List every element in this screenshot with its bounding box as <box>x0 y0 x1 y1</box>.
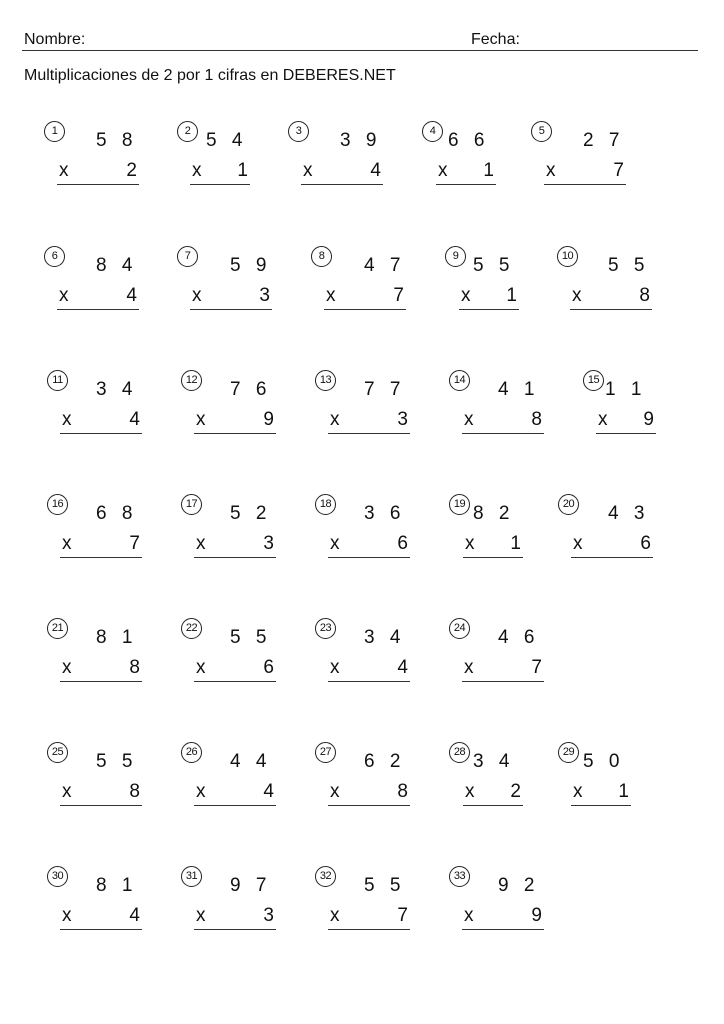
problem-number-badge: 5 <box>531 121 552 142</box>
answer-line <box>463 805 523 806</box>
multiplicand: 4 1 <box>498 379 540 400</box>
multiplicand: 3 6 <box>364 503 406 524</box>
multiplier: 1 <box>510 533 521 554</box>
multiplier-row <box>60 409 142 431</box>
problem-number-badge: 26 <box>181 742 202 763</box>
answer-line <box>328 929 410 930</box>
times-operator: x <box>330 409 340 430</box>
times-operator: x <box>546 160 556 181</box>
problem-number-badge: 11 <box>47 370 68 391</box>
times-operator: x <box>464 657 474 678</box>
answer-line <box>190 309 272 310</box>
answer-line <box>436 184 496 185</box>
problem-number-badge: 8 <box>311 246 332 267</box>
multiplicand: 2 7 <box>583 130 625 151</box>
problem-number-badge: 31 <box>181 866 202 887</box>
multiplier-row <box>462 657 544 679</box>
problem-number-badge: 16 <box>47 494 68 515</box>
problem-number-badge: 1 <box>44 121 65 142</box>
multiplier: 4 <box>126 285 137 306</box>
times-operator: x <box>326 285 336 306</box>
times-operator: x <box>573 533 583 554</box>
answer-line <box>544 184 626 185</box>
times-operator: x <box>62 533 72 554</box>
multiplier: 4 <box>263 781 274 802</box>
times-operator: x <box>59 285 69 306</box>
multiplier: 2 <box>510 781 521 802</box>
multiplier: 1 <box>506 285 517 306</box>
times-operator: x <box>62 657 72 678</box>
multiplier-row <box>194 781 276 803</box>
multiplier: 9 <box>263 409 274 430</box>
times-operator: x <box>598 409 608 430</box>
times-operator: x <box>464 409 474 430</box>
multiplicand: 4 4 <box>230 751 272 772</box>
answer-line <box>60 557 142 558</box>
answer-line <box>462 433 544 434</box>
problem-number-badge: 3 <box>288 121 309 142</box>
multiplier-row <box>194 657 276 679</box>
multiplicand: 4 6 <box>498 627 540 648</box>
answer-line <box>459 309 519 310</box>
multiplier: 4 <box>129 905 140 926</box>
multiplicand: 6 6 <box>448 130 490 151</box>
multiplicand: 3 4 <box>364 627 406 648</box>
answer-line <box>462 929 544 930</box>
multiplier-row <box>60 657 142 679</box>
answer-line <box>328 805 410 806</box>
multiplicand: 5 5 <box>608 255 650 276</box>
multiplicand: 3 4 <box>96 379 138 400</box>
multiplier-row <box>328 533 410 555</box>
multiplier-row <box>328 905 410 927</box>
multiplier-row <box>301 160 383 182</box>
problem-number-badge: 15 <box>583 370 604 391</box>
problem-number-badge: 13 <box>315 370 336 391</box>
multiplicand: 5 0 <box>583 751 625 772</box>
answer-line <box>194 557 276 558</box>
times-operator: x <box>330 657 340 678</box>
answer-line <box>60 805 142 806</box>
times-operator: x <box>573 781 583 802</box>
name-label: Nombre: <box>24 31 86 48</box>
multiplicand: 5 9 <box>230 255 272 276</box>
multiplier-row <box>463 533 523 555</box>
multiplier: 7 <box>613 160 624 181</box>
multiplier-row <box>544 160 626 182</box>
problem-number-badge: 21 <box>47 618 68 639</box>
answer-line <box>190 184 250 185</box>
multiplicand: 8 2 <box>473 503 515 524</box>
times-operator: x <box>465 781 475 802</box>
problem-number-badge: 33 <box>449 866 470 887</box>
multiplicand: 1 1 <box>605 379 647 400</box>
multiplier-row <box>463 781 523 803</box>
problem-number-badge: 30 <box>47 866 68 887</box>
multiplicand: 5 5 <box>230 627 272 648</box>
multiplier: 3 <box>263 905 274 926</box>
problem-number-badge: 25 <box>47 742 68 763</box>
answer-line <box>328 433 410 434</box>
multiplier-row <box>436 160 496 182</box>
multiplier-row <box>190 160 250 182</box>
header-rule <box>22 50 698 51</box>
multiplicand: 5 4 <box>206 130 248 151</box>
multiplier-row <box>57 160 139 182</box>
problem-number-badge: 20 <box>558 494 579 515</box>
answer-line <box>57 309 139 310</box>
times-operator: x <box>62 409 72 430</box>
multiplier: 6 <box>397 533 408 554</box>
multiplicand: 7 6 <box>230 379 272 400</box>
problem-number-badge: 12 <box>181 370 202 391</box>
problem-number-badge: 19 <box>449 494 470 515</box>
times-operator: x <box>196 781 206 802</box>
times-operator: x <box>192 160 202 181</box>
answer-line <box>194 805 276 806</box>
multiplier: 3 <box>397 409 408 430</box>
answer-line <box>328 557 410 558</box>
times-operator: x <box>196 657 206 678</box>
problem-number-badge: 17 <box>181 494 202 515</box>
answer-line <box>57 184 139 185</box>
problem-number-badge: 32 <box>315 866 336 887</box>
multiplicand: 6 8 <box>96 503 138 524</box>
answer-line <box>194 681 276 682</box>
times-operator: x <box>461 285 471 306</box>
problem-number-badge: 18 <box>315 494 336 515</box>
multiplier-row <box>462 905 544 927</box>
answer-line <box>60 929 142 930</box>
multiplicand: 8 4 <box>96 255 138 276</box>
times-operator: x <box>572 285 582 306</box>
times-operator: x <box>438 160 448 181</box>
problem-number-badge: 28 <box>449 742 470 763</box>
multiplicand: 9 2 <box>498 875 540 896</box>
multiplicand: 5 2 <box>230 503 272 524</box>
multiplier: 6 <box>640 533 651 554</box>
page-title: Multiplicaciones de 2 por 1 cifras en DEBERES.NET <box>24 67 396 84</box>
times-operator: x <box>192 285 202 306</box>
multiplier: 7 <box>397 905 408 926</box>
multiplicand: 5 5 <box>473 255 515 276</box>
multiplier-row <box>328 781 410 803</box>
multiplier-row <box>60 905 142 927</box>
multiplier-row <box>328 409 410 431</box>
times-operator: x <box>330 533 340 554</box>
multiplier-row <box>571 533 653 555</box>
problem-number-badge: 27 <box>315 742 336 763</box>
problem-number-badge: 14 <box>449 370 470 391</box>
problem-number-badge: 23 <box>315 618 336 639</box>
times-operator: x <box>196 409 206 430</box>
multiplier: 3 <box>259 285 270 306</box>
multiplicand: 8 1 <box>96 627 138 648</box>
times-operator: x <box>62 905 72 926</box>
problem-number-badge: 24 <box>449 618 470 639</box>
multiplicand: 5 5 <box>96 751 138 772</box>
multiplier: 3 <box>263 533 274 554</box>
multiplier-row <box>570 285 652 307</box>
times-operator: x <box>62 781 72 802</box>
multiplier: 8 <box>397 781 408 802</box>
problem-number-badge: 9 <box>445 246 466 267</box>
answer-line <box>60 433 142 434</box>
multiplicand: 8 1 <box>96 875 138 896</box>
answer-line <box>194 433 276 434</box>
multiplicand: 9 7 <box>230 875 272 896</box>
multiplier-row <box>60 781 142 803</box>
multiplier: 7 <box>531 657 542 678</box>
problem-number-badge: 29 <box>558 742 579 763</box>
multiplier: 8 <box>129 781 140 802</box>
multiplicand: 7 7 <box>364 379 406 400</box>
multiplicand: 5 8 <box>96 130 138 151</box>
answer-line <box>194 929 276 930</box>
multiplier-row <box>60 533 142 555</box>
multiplicand: 3 4 <box>473 751 515 772</box>
multiplier: 9 <box>531 905 542 926</box>
times-operator: x <box>59 160 69 181</box>
multiplier: 9 <box>643 409 654 430</box>
multiplier: 4 <box>370 160 381 181</box>
answer-line <box>571 805 631 806</box>
problem-number-badge: 7 <box>177 246 198 267</box>
multiplier-row <box>190 285 272 307</box>
multiplicand: 6 2 <box>364 751 406 772</box>
problem-number-badge: 2 <box>177 121 198 142</box>
times-operator: x <box>330 905 340 926</box>
times-operator: x <box>464 905 474 926</box>
multiplier-row <box>194 905 276 927</box>
multiplier: 7 <box>393 285 404 306</box>
answer-line <box>328 681 410 682</box>
problem-number-badge: 10 <box>557 246 578 267</box>
multiplier: 8 <box>639 285 650 306</box>
multiplier-row <box>328 657 410 679</box>
multiplicand: 5 5 <box>364 875 406 896</box>
multiplier-row <box>596 409 656 431</box>
multiplicand: 4 7 <box>364 255 406 276</box>
times-operator: x <box>465 533 475 554</box>
multiplier: 1 <box>483 160 494 181</box>
times-operator: x <box>303 160 313 181</box>
multiplier-row <box>194 409 276 431</box>
multiplier: 2 <box>126 160 137 181</box>
problem-number-badge: 22 <box>181 618 202 639</box>
multiplier: 1 <box>618 781 629 802</box>
answer-line <box>570 309 652 310</box>
date-label: Fecha: <box>471 31 520 48</box>
answer-line <box>463 557 523 558</box>
multiplier: 8 <box>531 409 542 430</box>
multiplier-row <box>459 285 519 307</box>
problem-number-badge: 4 <box>422 121 443 142</box>
times-operator: x <box>196 533 206 554</box>
multiplier: 7 <box>129 533 140 554</box>
times-operator: x <box>330 781 340 802</box>
multiplier-row <box>324 285 406 307</box>
multiplicand: 3 9 <box>340 130 382 151</box>
answer-line <box>324 309 406 310</box>
answer-line <box>301 184 383 185</box>
problem-number-badge: 6 <box>44 246 65 267</box>
multiplier-row <box>194 533 276 555</box>
multiplier: 1 <box>237 160 248 181</box>
multiplier: 4 <box>129 409 140 430</box>
multiplicand: 4 3 <box>608 503 650 524</box>
multiplier: 4 <box>397 657 408 678</box>
answer-line <box>60 681 142 682</box>
multiplier-row <box>571 781 631 803</box>
answer-line <box>462 681 544 682</box>
times-operator: x <box>196 905 206 926</box>
answer-line <box>596 433 656 434</box>
multiplier-row <box>57 285 139 307</box>
multiplier: 6 <box>263 657 274 678</box>
answer-line <box>571 557 653 558</box>
multiplier-row <box>462 409 544 431</box>
multiplier: 8 <box>129 657 140 678</box>
